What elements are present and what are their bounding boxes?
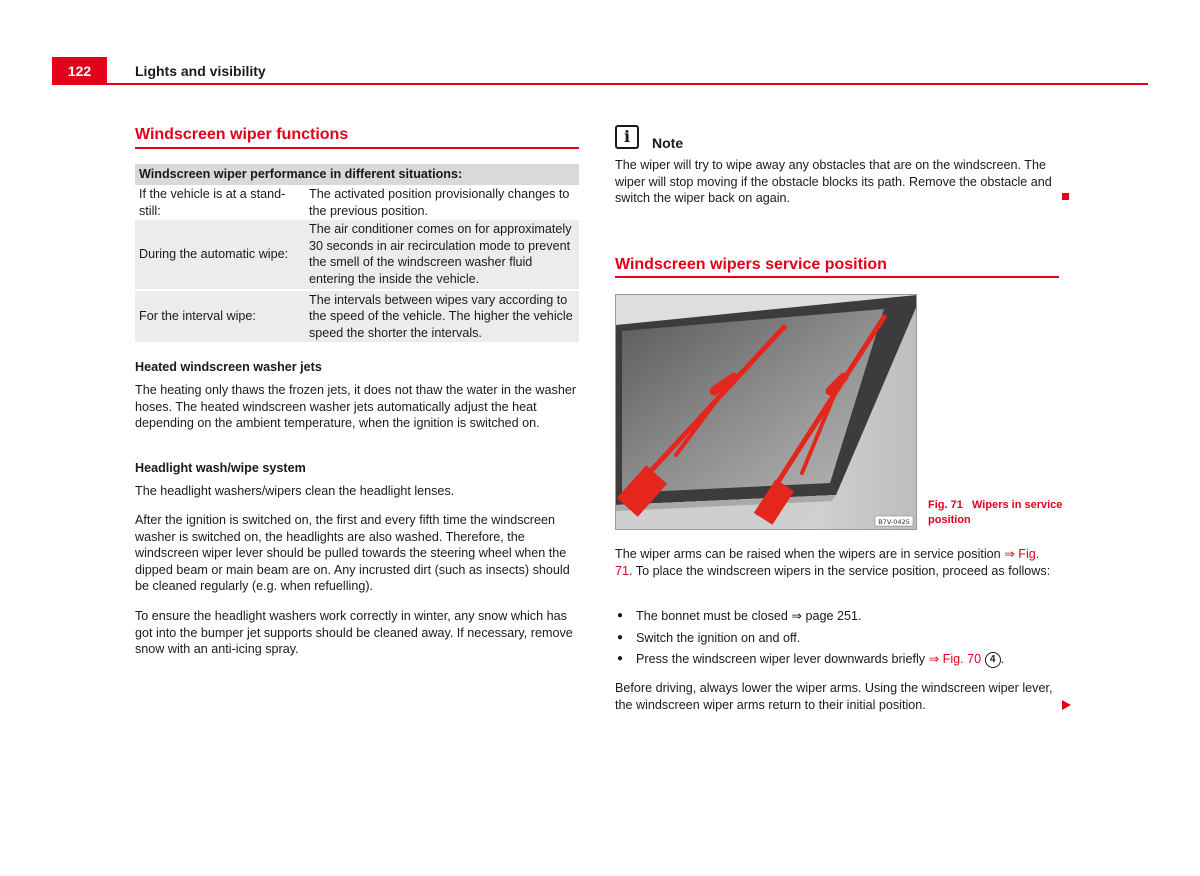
headlight-p2: After the ignition is switched on, the first and every fifth time the windscreen washer is switched on, the headlights are also washed. Therefore, the windscreen wiper lever should be pulled towards the steering wheel when the dipped beam or main beam are on. Any incrusted dirt (such as insects) should be cleaned regularly (e.g. when refuelling). [135,513,570,594]
figure-code: B7V-0425 [878,518,910,526]
steps-list-wrap [615,608,1059,673]
step-punct: . [1000,652,1005,667]
heated-jets-text: The heating only thaws the frozen jets, it does not thaw the water in the washer hoses. The heated windscreen washer jets automatically adjust the heat depending on the ambient temperature, when the ignition is switched on. [135,383,577,431]
list-item [615,651,1059,668]
caption-number: Fig. 71 [928,499,963,511]
table-cell-condition: During the automatic wipe: [135,220,305,289]
section-title: Lights and visibility [135,63,266,79]
callout-number: 4 [985,652,1001,668]
continue-arrow-icon [1062,700,1071,710]
list-item: ● Switch the ignition on and off. [615,630,1059,647]
steps-list [615,608,1059,668]
headlight-p3: To ensure the headlight washers work correctly in winter, any snow which has got into the bumper jet supports should be cleaned away. If necessary, remove snow with an anti-icing spray. [135,609,573,657]
table-cell-condition: If the vehicle is at a stand-still: [139,187,286,218]
table-cell-condition: For the interval wipe: [135,290,305,343]
figure-wipers-service [615,294,917,530]
figure-caption [928,498,1068,527]
table-row [135,220,579,289]
step-punct: . [858,609,862,623]
table-cell-description: The air conditioner comes on for approximately 30 seconds in air recirculation mode to prevent the smell of the windscreen washer fluid entering the inside the vehicle. [305,220,579,289]
step-text: Press the windscreen wiper lever downwards briefly [636,652,929,667]
list-item [615,608,1059,625]
fig71-link[interactable]: ⇒ Fig. 71 [615,547,1040,578]
performance-table-wrap [135,164,579,342]
title-rule [615,276,1059,278]
caption-text: Wipers in service position [928,499,1063,526]
heated-jets-heading: Heated windscreen washer jets [135,360,322,374]
title-rule [135,147,579,149]
header-rule [52,83,1148,85]
end-marker-square [1062,193,1069,200]
note-text: The wiper will try to wipe away any obstacles that are on the windscreen. The wiper will stop moving if the obstacle blocks its path. Remove the obstacle and switch the wiper back on again. [615,158,1052,206]
wiper-functions-title: Windscreen wiper functions [135,126,349,143]
table-heading: Windscreen wiper performance in different situations: [135,164,579,185]
wiper-illustration [616,295,917,530]
info-icon: i [615,125,639,149]
service-position-title: Windscreen wipers service position [615,256,887,273]
table-cell-description: The activated position provisionally changes to the previous position. [309,187,570,218]
headlight-p1: The headlight washers/wipers clean the headlight lenses. [135,484,455,498]
table-row [135,290,579,343]
page-number: 122 [52,57,107,85]
headlight-heading: Headlight wash/wipe system [135,461,306,475]
table-row [135,185,579,220]
service-intro [615,546,1059,579]
page-251-link[interactable]: ⇒ page 251 [791,609,859,623]
service-outro: Before driving, always lower the wiper arms. Using the windscreen wiper lever, the windscreen wiper arms return to their initial position. [615,681,1053,712]
service-intro-text: The wiper arms can be raised when the wipers are in service position [615,547,1001,561]
service-intro-text-2: . To place the windscreen wipers in the service position, proceed as follows: [629,563,1051,578]
note-title: Note [652,135,684,151]
performance-table [135,164,579,342]
table-cell-description: The intervals between wipes vary according to the speed of the vehicle. The higher the vehicle speed the shorter the intervals. [305,290,579,343]
step-text: The bonnet must be closed [636,609,792,623]
fig70-link[interactable]: ⇒ Fig. 70 [928,652,982,667]
